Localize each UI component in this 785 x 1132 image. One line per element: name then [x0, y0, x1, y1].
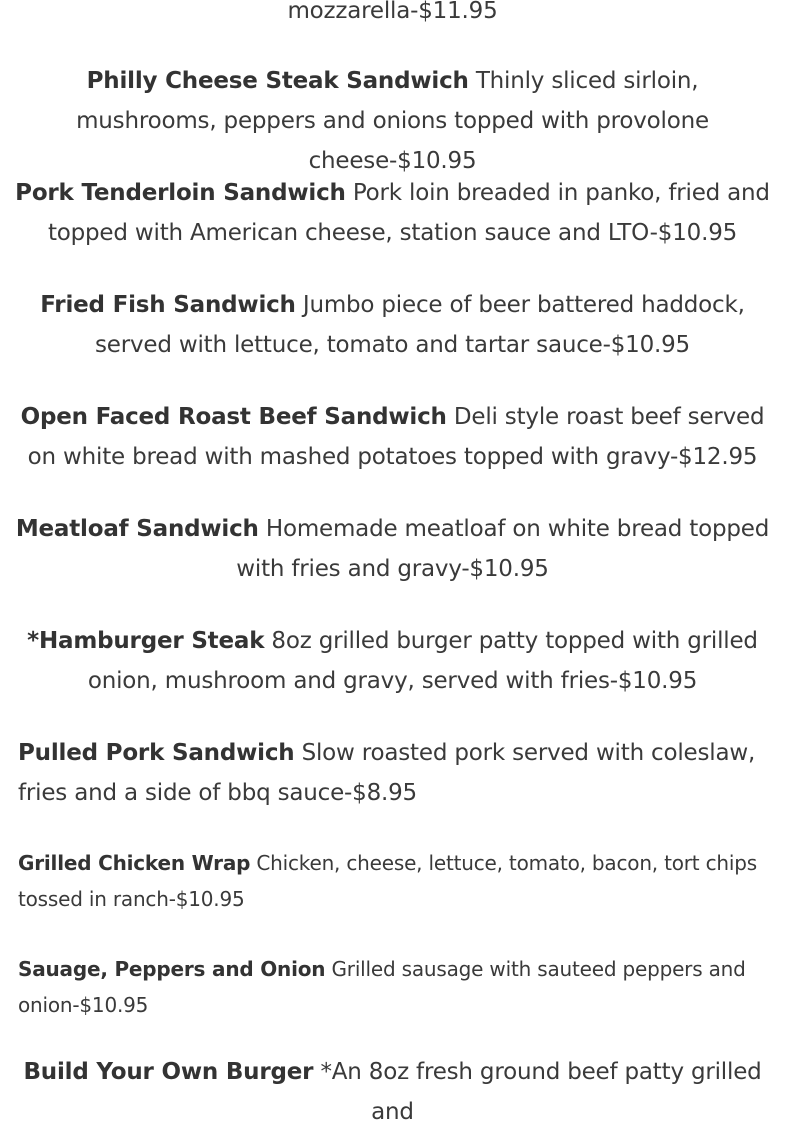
menu-item-description: Deli style roast beef served on white bread with mashed potatoes topped with gravy-$12.95 [27, 404, 765, 470]
menu-item-name: Fried Fish Sandwich [40, 292, 296, 318]
menu-item-philly-cheese-steak [14, 61, 771, 181]
menu-item-description: Thinly sliced sirloin, mushrooms, peppers and onions topped with provolone cheese-$10.95 [76, 68, 709, 174]
menu-item-grilled-chicken-wrap [18, 845, 758, 917]
menu-item-description: Chicken, cheese, lettuce, tomato, bacon, tort chips tossed in ranch-$10.95 [18, 851, 757, 911]
menu-item-description: Pork loin breaded in panko, fried and topped with American cheese, station sauce and LTO-$10.95 [47, 180, 770, 246]
menu-item-description: 8oz grilled burger patty topped with grilled onion, mushroom and gravy, served with fries-$10.95 [87, 628, 758, 694]
menu-item-name: Pulled Pork Sandwich [18, 740, 295, 766]
menu-item-name: Sauage, Peppers and Onion [18, 957, 326, 981]
menu-item-description: Jumbo piece of beer battered haddock, served with lettuce, tomato and tartar sauce-$10.95 [95, 292, 745, 358]
menu-item-build-your-own-burger [14, 1052, 771, 1132]
menu-item-pork-tenderloin [14, 173, 771, 253]
menu-item-open-faced-roast-beef [14, 397, 771, 477]
menu-item-hamburger-steak [14, 621, 771, 701]
menu-item-description: Homemade meatloaf on white bread topped with fries and gravy-$10.95 [236, 516, 770, 582]
menu-item-name: Meatloaf Sandwich [15, 516, 259, 542]
menu-item-name: Pork Tenderloin Sandwich [15, 180, 346, 206]
menu-item-continuation [14, 0, 771, 31]
menu-item-description: Slow roasted pork served with coleslaw, fries and a side of bbq sauce-$8.95 [18, 740, 756, 806]
menu-item-fried-fish [14, 285, 771, 365]
menu-item-name: Build Your Own Burger [23, 1059, 314, 1085]
menu-item-name: *Hamburger Steak [27, 628, 265, 654]
menu-item-name: Grilled Chicken Wrap [18, 851, 251, 875]
menu-item-description: Grilled sausage with sauteed peppers and onion-$10.95 [18, 957, 746, 1017]
menu-item-meatloaf [14, 509, 771, 589]
menu-item-description: mozzarella-$11.95 [287, 0, 498, 24]
menu-item-name: Philly Cheese Steak Sandwich [86, 68, 469, 94]
menu-item-description: *An 8oz fresh ground beef patty grilled and [320, 1059, 762, 1125]
menu-item-name: Open Faced Roast Beef Sandwich [20, 404, 447, 430]
menu-item-pulled-pork [18, 733, 758, 813]
menu-item-sausage-peppers-onion [18, 951, 758, 1023]
